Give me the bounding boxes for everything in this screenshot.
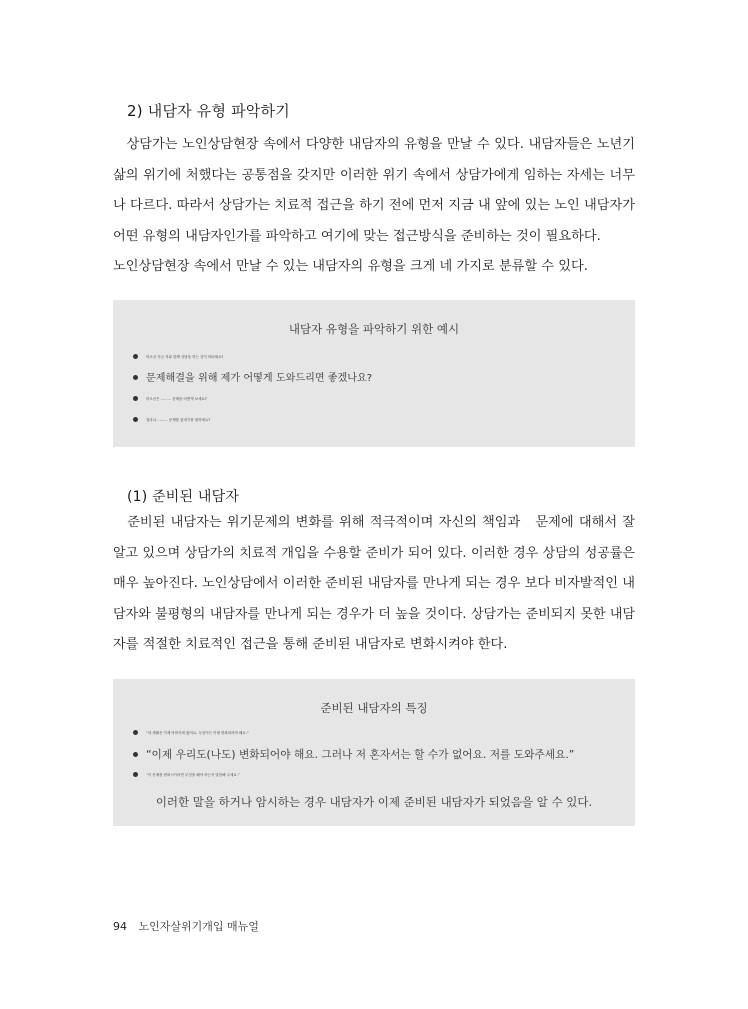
paragraph-line: 어떤 유형의 내담자인가를 파악하고 여기에 맞는 접근방식을 준비하는 것이 필요하다. [113, 228, 601, 244]
list-item: “이제 우리도(나도) 변화되어야 해요. 그러나 저 혼자서는 할 수가 없어요. 저를 도와주세요.” [133, 744, 574, 765]
paragraph-line: 나 다르다. 따라서 상담가는 치료적 접근을 하기 전에 먼저 지금 내 앞에 있는 노인 내담자가 [113, 198, 635, 213]
intro-paragraph [113, 130, 635, 283]
subsection-heading: (1) 준비된 내담자 [127, 489, 240, 505]
list-item: “이 문제를 변화시키려면 무엇을 해야 하는지 말씀해 주세요.” [133, 765, 574, 786]
list-item: 어르신은 ……… 문제를 어떻게 보세요? [133, 389, 372, 410]
features-box-note: 이러한 말을 하거나 암시하는 경우 내담자가 이제 준비된 내담자가 되었음을 알 수 있다. [155, 795, 593, 809]
paragraph-line: 담자와 불평형의 내담자를 만나게 되는 경우가 더 높을 것이다. 상담가는 준비되지 못한 내담 [113, 606, 635, 622]
paragraph-line: 자를 적절한 치료적인 접근을 통해 준비된 내담자로 변화시켜야 한다. [113, 637, 508, 652]
paragraph-line: 상담가는 노인상담현장 속에서 다양한 내담자의 유형을 만날 수 있다. 내담자들은 노년기 [113, 137, 635, 152]
example-box [113, 300, 635, 447]
paragraph-line: 준비된 내담자는 위기문제의 변화를 위해 적극적이며 자신의 책임과 문제에 대해서 잘 [113, 515, 635, 530]
paragraph-line: 알고 있으며 상담가의 치료적 개입을 수용할 준비가 되어 있다. 이러한 경우 상담의 성공률은 [113, 545, 635, 561]
example-box-title: 내담자 유형을 파악하기 위한 예시 [288, 322, 460, 336]
features-box-title: 준비된 내담자의 특징 [320, 701, 428, 715]
list-item: 어르신 지금 저와 함께 상담을 하는 것이 어떠세요? [133, 347, 372, 368]
footer-title: 노인자살위기개입 매뉴얼 [138, 920, 259, 933]
section-heading: 2) 내담자 유형 파악하기 [127, 102, 290, 120]
paragraph-line: 노인상담현장 속에서 만날 수 있는 내담자의 유형을 크게 네 가지로 분류할 수 있다. [113, 259, 588, 274]
page-number: 94 [113, 920, 127, 933]
list-item: 문제해결을 위해 제가 어떻게 도와드리면 좋겠나요? [133, 368, 372, 389]
page-footer [113, 918, 259, 934]
list-item: 얼마나 ……… 문제를 없애기를 원하세요? [133, 410, 372, 431]
features-list [133, 723, 574, 786]
features-box [113, 679, 635, 826]
list-item: “내 생활은 이제 막바지에 왔어요. 무엇이든 이제 변화되어야 해요.” [133, 723, 574, 744]
ready-client-paragraph [113, 508, 635, 661]
example-list [133, 347, 372, 431]
paragraph-line: 삶의 위기에 처했다는 공통점을 갖지만 이러한 위기 속에서 상담가에게 임하는 자세는 너무 [113, 167, 635, 183]
paragraph-line: 매우 높아진다. 노인상담에서 이러한 준비된 내담자를 만나게 되는 경우 보다 비자발적인 내 [113, 576, 635, 591]
